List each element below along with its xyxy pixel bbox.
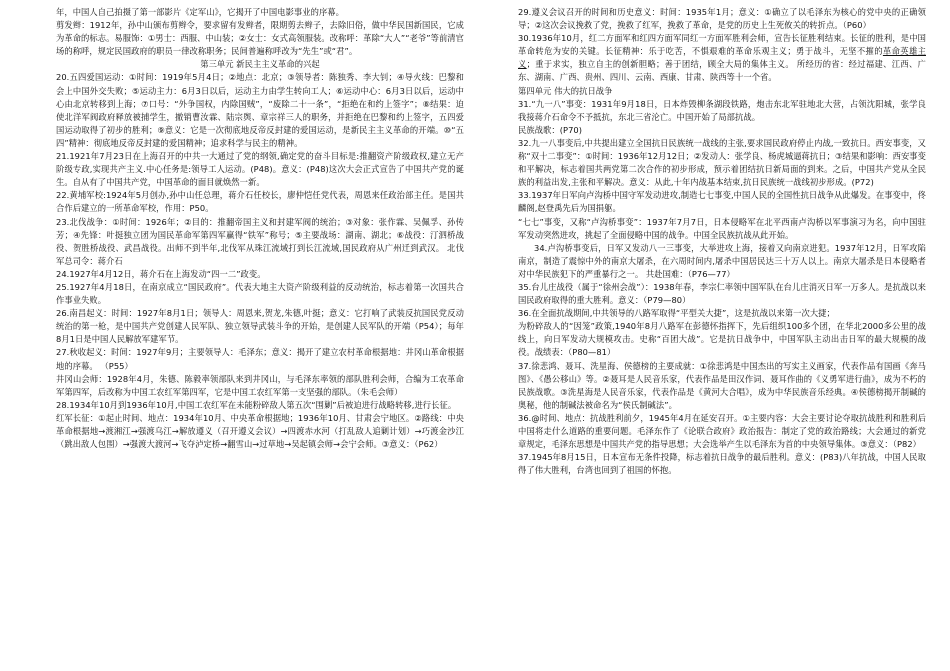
paragraph-r10: 35.台儿庄战役（属于“徐州会战”）：1938年春，李宗仁率领中国军队在台儿庄消灭日军一万多人。是抗战以来国民政府取得的重大胜利。意义：（P79—80） xyxy=(518,281,926,306)
paragraph-l10: 26.南昌起义：时间：1927年8月1日；领导人：周恩来,贺龙,朱德,叶挺；意义：它打响了武装反抗国民党反动统治的第一枪，是中国共产党创建人民军队、独立领导武装斗争的开始，是创建人民军队的开端（P54）；每年8月1日是中国人民解放军建军节。 xyxy=(56,308,464,345)
paragraph-r13: 37.徐悲鸿、聂耳、洗星海、侯德榜的主要成就：①徐悲鸿是中国杰出的写实主义画家，代表作品有国画《奔马图》、《愚公移山》等。②聂耳是人民音乐家，代表作品是田汉作词、聂耳作曲的《义勇军进行曲》，成为不朽的民族战歌。③洗星海是人民音乐家，代表作品是《黄河大合唱》，成为中华民族音乐经典。④侯德榜揭开制碱的奥秘，他的制碱法被命名为“侯氏制碱法”。 xyxy=(518,360,926,410)
paragraph-l5: 21.1921年7月23日在上海召开的中共一大通过了党的纲领,确定党的奋斗目标是:推翻资产阶级政权,建立无产阶级专政,实现共产主义.中心任务是:领导工人运动。(P48)。意义：(P48)这次大会正式宣告了中国共产党的诞生。自从有了中国共产党，中国革命的面目就焕然一新。 xyxy=(56,151,464,188)
right-column xyxy=(518,6,926,671)
paragraph-l9: 25.1927年4月18日，在南京成立“国民政府”。代表大地主大资产阶级利益的反动统治，标志着第一次国共合作事业失败。 xyxy=(56,281,464,306)
paragraph-r8: “七七”事变，又称“卢沟桥事变”：1937年7月7日，日本侵略军在北平西南卢沟桥以军事演习为名，向中国驻军发动突然进攻，挑起了全面侵略中国的战争。中国全民族抗战从此开始。 xyxy=(518,216,926,240)
paragraph-r14: 36.@时间、地点：抗战胜利前夕，1945年4月在延安召开。①主要内容：大会主要讨论夺取抗战胜利和胜利后中国将走什么道路的重要问题。毛泽东作了《论联合政府》政治报告：制定了党的政治路线；大会通过的新党章规定，毛泽东思想是中国共产党的指导思想；大会选举产生以毛泽东为首的中央领导集体。③意义：（P82） xyxy=(518,412,926,450)
paragraph-l14: 红军长征：①起止时间、地点：1934年10月、中央革命根据地；1936年10月、甘肃会宁地区。②路线：中央革命根据地→渡湘江→强渡乌江→解放遵义（召开遵义会议）→四渡赤水河（打乱敌人追剿计划）→巧渡金沙江（跳出敌人包围）→强渡大渡河→飞夺泸定桥→翻雪山→过草地→吴起镇会师→会宁会师。③意义：（P62） xyxy=(56,412,464,450)
paragraph-l12: 井冈山会师：1928年4月，朱德、陈毅率领部队来到井冈山，与毛泽东率领的部队胜利会师，合编为工农革命军第四军，后改称为中国工农红军第四军，它是中国工农红军第一支坚强的部队。（朱毛会师） xyxy=(56,373,464,397)
paragraph-l13: 28.1934年10月到1936年10月,中国工农红军在未能粉碎敌人第五次“围剿”后被迫进行战略转移,进行长征。 xyxy=(56,399,457,410)
underlined-term: 革命英雄主义 xyxy=(518,46,926,70)
paragraph-l2: 剪发辫：1912年，孙中山颁布剪辫令，要求留有发辫者，限期剪去辫子，去除旧俗，做中华民国新国民，它成为革命的标志。易服饰：①男士：西服、中山装；②女士：女式高领服装。改称呼：革除“大人”“老爷”等前清官场的称呼，规定民国政府的职员一律改称职务；民间普遍称呼改为“先生”或“君”。 xyxy=(56,20,464,57)
paragraph-r11: 36.在全面抗战期间,中共领导的八路军取得“平型关大捷”，这是抗战以来第一次大捷； xyxy=(518,308,835,319)
paragraph-r7: 33.1937年日军向卢沟桥中国守军发动进攻,制造七七事变,中国人民的全国性抗日战争从此爆发。在事变中，佟麟阁,赵登禹先后为国捐躯。 xyxy=(518,190,926,214)
paragraph-l11: 27.秋收起义：时间：1927年9月；主要领导人：毛泽东；意义：揭开了建立农村革命根据地：井冈山革命根据地的序幕。 （P55） xyxy=(56,347,464,371)
paragraph-l6: 22.黄埔军校:1924年5月创办,孙中山任总理，蒋介石任校长，廖仲恺任党代表，周恩来任政治部主任。是国共合作后建立的一所革命军校，作用：P50。 xyxy=(56,190,464,214)
paragraph-r2-post: ；重于求实，独立自主的创新胆略；善于团结，顾全大局的集体主义。 所经历的省：经过福建、江西、广东、湖南、广西、贵州、四川、云南、西康、甘肃、陕西等十一个省。 xyxy=(518,59,926,83)
paragraph-l1: 年，中国人自己拍摄了第一部影片《定军山》，它揭开了中国电影事业的序幕。 xyxy=(56,7,344,17)
unit-four-heading: 第四单元 伟大的抗日战争 xyxy=(518,85,613,96)
paragraph-r5: 民族战歌：(P70) xyxy=(518,124,583,135)
paragraph-l7: 23.北伐战争：①时间：1926年；②目的：推翻帝国主义和封建军阀的统治；③对象：张作霖、吴佩孚、孙传芳；④先锋：叶挺独立团为国民革命军第四军赢得“铁军”称号；⑤主要战场：湖南、湖北；⑥战役：汀泗桥战役、贺胜桥战役、武昌战役。出师不到半年,北伐军从珠江流域打到长江流域,国民政府从广州迁到武汉。 北伐军总司令：蒋介石 xyxy=(56,216,464,266)
paragraph-r2 xyxy=(518,32,926,84)
paragraph-r12: 为粉碎敌人的“因笼”政策,1940年8月八路军在彭德怀指挥下，先后组织100多个团，在华北2000多公里的战线上，向日军发动大规模攻击。史称“百团大战”。它是抗日战争中，中国军队主动出击日军的最大规模的战役。战绩表：（P80—81） xyxy=(518,321,926,358)
unit-three-heading: 第三单元 新民主主义革命的兴起 xyxy=(200,59,320,70)
paragraph-l8: 24.1927年4月12日，蒋介石在上海发动“四一二”政变。 xyxy=(56,268,266,279)
left-column xyxy=(56,6,464,671)
paragraph-r9: 34.卢沟桥事变后，日军又发动八一三事变，大举进攻上海，接着又向南京进犯。1937年12月，日军攻陷南京，制造了震惊中外的南京大屠杀，在六周时间内,屠杀中国居民达三十万人以上。南京大屠杀是日本侵略者对中华民族犯下的严重暴行之一。 共赴国难：（P76—77） xyxy=(518,242,926,279)
paragraph-l4: 20.五四爱国运动：①时间：1919年5月4日；②地点：北京；③领导者：陈独秀、李大钊；④导火线：巴黎和会上中国外交失败；⑤运动主力：6月3日以后，运动主力由学生转向工人；⑥运动中心：6月3日以后，运动中心由北京转移到上海；⑦口号：“外争国权，内除国贼”，“废除二十一条”，“拒绝在和约上签字”；⑧结果：迫使北洋军阀政府释放被捕学生，撤销曹汝霖、陆宗舆、章宗祥三人的职务，并拒绝在巴黎和约上签字，五四爱国运动取得了初步的胜利；⑨意义：它是一次彻底地反帝反封建的爱国运动，是新民主主义革命的开端。⑩“五四”精神：彻底地反帝反封建的爱国精神；追求科学与民主的精神。 xyxy=(56,72,464,148)
paragraph-r6: 32.九一八事变后,中共提出建立全国抗日民族统一战线的主张,要求国民政府停止内战,一致抗日。西安事变，又称“双十二事变”：①时间：1936年12月12日；②发动人：张学良、杨虎城逼蒋抗日；③结果和影响：西安事变和平解决，标志着国共两党第二次合作的初步形成，预示着团结抗日新局面的到来。之后，中国共产党从全民族的利益出发,主张和平解决。意义：从此,十年内战基本结束,抗日民族统一战线初步形成。(P72) xyxy=(518,137,926,188)
paragraph-r1: 29.遵义会议召开的时间和历史意义：时间：1935年1月；意义：①确立了以毛泽东为核心的党中央的正确领导；②这次会议挽救了党，挽救了红军，挽救了革命，是党的历史上生死攸关的转折点。（P60） xyxy=(518,7,926,31)
paragraph-r4: 31.“九一八”事变：1931年9月18日，日本炸毁柳条湖段铁路，炮击东北军驻地北大营，占领沈阳城，张学良我接蒋介石命令不予抵抗，东北三省沦亡。中国开始了局部抗战。 xyxy=(518,98,926,122)
paragraph-r2-pre: 30.1936年10月，红二方面军和红四方面军同红一方面军胜利会师，宣告长征胜利结束。长征的胜利，是中国革命转危为安的关键。长征精神：乐于吃苦，不惧艰难的革命乐观主义；勇于战斗，无坚不摧的 xyxy=(518,33,926,57)
paragraph-r15: 37.1945年8月15日，日本宣布无条件投降，标志着抗日战争的最后胜利。意义：(P83)八年抗战，中国人民取得了伟大胜利，台湾也回到了祖国的怀抱。 xyxy=(518,452,926,476)
